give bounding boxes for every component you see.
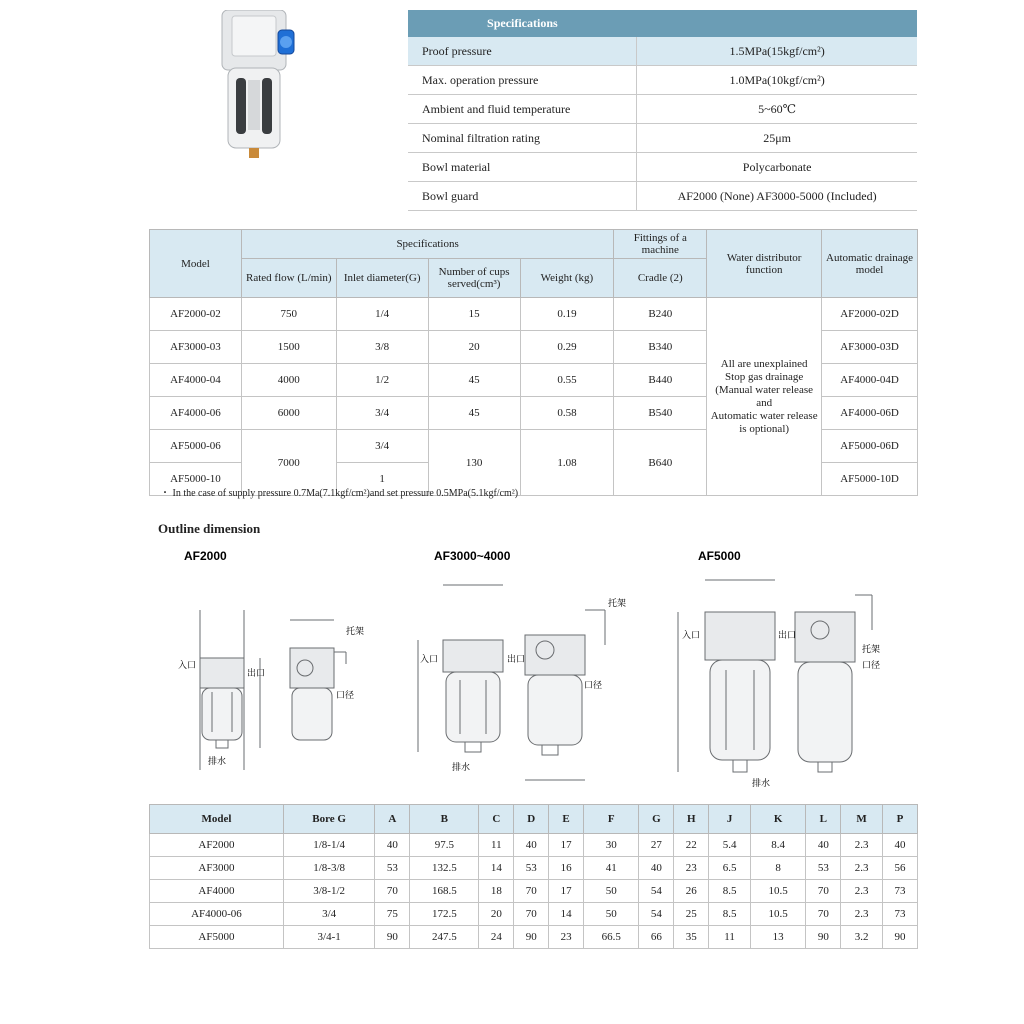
dim-col-header: E <box>549 805 584 834</box>
drawing-title-af5000: AF5000 <box>698 549 741 563</box>
dim-cell: 17 <box>549 880 584 903</box>
dim-cell: 73 <box>882 903 917 926</box>
label-outlet-3: 出口 <box>778 630 797 640</box>
dim-cell: 8.4 <box>750 834 805 857</box>
spec-label: Bowl material <box>408 153 637 182</box>
dim-cell: 3/4-1 <box>283 926 374 949</box>
dim-cell: 90 <box>806 926 841 949</box>
spec-label: Bowl guard <box>408 182 637 211</box>
spec-header-blank <box>637 10 917 37</box>
cell-auto: AF5000-10D <box>822 463 918 496</box>
cell-model: AF3000-03 <box>150 331 242 364</box>
dim-col-header: L <box>806 805 841 834</box>
dim-cell: 2.3 <box>841 834 883 857</box>
pressure-note: ・ In the case of supply pressure 0.7Ma(7.1kgf/cm²)and set pressure 0.5MPa(5.1kgf/cm²) <box>160 488 519 499</box>
cell-cradle: B440 <box>614 364 707 397</box>
cell-inlet: 3/8 <box>336 331 428 364</box>
dim-cell: 54 <box>639 880 674 903</box>
cell-cradle: B640 <box>614 430 707 496</box>
dim-cell: 90 <box>882 926 917 949</box>
dim-col-header: H <box>674 805 709 834</box>
dim-col-header: P <box>882 805 917 834</box>
dim-cell: 40 <box>639 857 674 880</box>
cell-cradle: B240 <box>614 298 707 331</box>
dim-cell: 35 <box>674 926 709 949</box>
water-note-line: All are unexplained <box>720 357 808 370</box>
dim-col-header: M <box>841 805 883 834</box>
dim-cell: 70 <box>806 880 841 903</box>
dim-cell: 20 <box>479 903 514 926</box>
dim-col-header: K <box>750 805 805 834</box>
dim-cell: 70 <box>514 880 549 903</box>
dim-cell: 23 <box>674 857 709 880</box>
drawing-title-af3000: AF3000~4000 <box>434 549 511 563</box>
cell-cups: 20 <box>428 331 520 364</box>
col-rated: Rated flow (L/min) <box>241 259 336 298</box>
table-row <box>150 857 918 880</box>
dim-cell: 23 <box>549 926 584 949</box>
dim-cell: AF3000 <box>150 857 284 880</box>
spec-value: AF2000 (None) AF3000-5000 (Included) <box>637 182 917 211</box>
table-row <box>150 903 918 926</box>
dim-cell: 8.5 <box>709 880 751 903</box>
col-fittings: Fittings of a machine <box>614 230 707 259</box>
cell-inlet: 3/4 <box>336 430 428 463</box>
dim-col-header: Bore G <box>283 805 374 834</box>
spec-label: Proof pressure <box>408 37 637 66</box>
dim-cell: 22 <box>674 834 709 857</box>
dim-cell: 3.2 <box>841 926 883 949</box>
col-water: Water distributor function <box>707 230 822 298</box>
water-note-line: Stop gas drainage <box>725 370 804 383</box>
cell-weight: 1.08 <box>520 430 614 496</box>
dim-col-header: G <box>639 805 674 834</box>
dim-cell: 14 <box>479 857 514 880</box>
dim-cell: 66 <box>639 926 674 949</box>
cell-flow: 6000 <box>241 397 336 430</box>
col-cradle: Cradle (2) <box>614 259 707 298</box>
outline-title: Outline dimension <box>158 521 261 536</box>
dim-cell: 27 <box>639 834 674 857</box>
label-drain: 排水 <box>208 756 227 766</box>
table-row <box>408 66 917 95</box>
dim-cell: 40 <box>514 834 549 857</box>
label-drain-3: 排水 <box>752 778 771 788</box>
dim-col-header: Model <box>150 805 284 834</box>
dim-col-header: C <box>479 805 514 834</box>
label-bracket-2: 托架 <box>608 598 627 608</box>
dim-cell: 1/8-3/8 <box>283 857 374 880</box>
table-row <box>150 834 918 857</box>
cell-model: AF5000-10 <box>150 463 242 496</box>
dim-col-header: A <box>375 805 410 834</box>
cell-model: AF4000-04 <box>150 364 242 397</box>
cell-cups: 130 <box>428 430 520 496</box>
label-port-3: 口径 <box>862 660 881 670</box>
cell-cradle: B340 <box>614 331 707 364</box>
dim-cell: 8.5 <box>709 903 751 926</box>
dim-col-header: J <box>709 805 751 834</box>
drawing-title-af2000: AF2000 <box>184 549 227 563</box>
dim-cell: 70 <box>375 880 410 903</box>
table-row <box>150 298 918 331</box>
label-drain-2: 排水 <box>452 762 471 772</box>
label-inlet: 入口 <box>178 660 197 670</box>
table-row <box>408 95 917 124</box>
dim-cell: 97.5 <box>410 834 479 857</box>
dim-cell: 247.5 <box>410 926 479 949</box>
dim-cell: AF2000 <box>150 834 284 857</box>
label-bracket-3: 托架 <box>862 644 881 654</box>
label-port: 口径 <box>336 690 355 700</box>
dim-cell: 70 <box>514 903 549 926</box>
dimension-table <box>149 804 918 949</box>
outline-drawings <box>150 540 920 790</box>
dim-cell: 40 <box>882 834 917 857</box>
cell-flow: 4000 <box>241 364 336 397</box>
dim-cell: 2.3 <box>841 857 883 880</box>
label-outlet-2: 出口 <box>507 654 526 664</box>
cell-auto: AF4000-04D <box>822 364 918 397</box>
dim-col-header: F <box>584 805 639 834</box>
water-note-line: is optional) <box>739 422 790 435</box>
spec-label: Ambient and fluid temperature <box>408 95 637 124</box>
dim-cell: 5.4 <box>709 834 751 857</box>
dim-cell: 6.5 <box>709 857 751 880</box>
dim-cell: AF5000 <box>150 926 284 949</box>
spec-value: 1.5MPa(15kgf/cm²) <box>637 37 917 66</box>
dim-cell: 18 <box>479 880 514 903</box>
dim-cell: 25 <box>674 903 709 926</box>
water-note-line: and <box>756 396 773 409</box>
dim-cell: 11 <box>709 926 751 949</box>
cell-cups: 15 <box>428 298 520 331</box>
cell-auto: AF4000-06D <box>822 397 918 430</box>
dim-cell: 13 <box>750 926 805 949</box>
spec-value: 5~60℃ <box>637 95 917 124</box>
dim-cell: 53 <box>806 857 841 880</box>
cell-inlet: 1/2 <box>336 364 428 397</box>
dim-cell: 3/4 <box>283 903 374 926</box>
dim-col-header: D <box>514 805 549 834</box>
dim-cell: AF4000 <box>150 880 284 903</box>
table-row <box>408 182 917 211</box>
water-note-line: (Manual water release <box>715 383 813 396</box>
model-table <box>149 229 918 496</box>
dim-cell: 73 <box>882 880 917 903</box>
col-model: Model <box>150 230 242 298</box>
spec-table <box>408 10 917 211</box>
cell-flow: 750 <box>241 298 336 331</box>
dim-cell: 53 <box>514 857 549 880</box>
dim-cell: 90 <box>514 926 549 949</box>
cell-model: AF4000-06 <box>150 397 242 430</box>
dim-header-row <box>150 805 918 834</box>
dim-cell: 168.5 <box>410 880 479 903</box>
dim-cell: 66.5 <box>584 926 639 949</box>
dim-cell: 90 <box>375 926 410 949</box>
dim-cell: 53 <box>375 857 410 880</box>
cell-auto: AF2000-02D <box>822 298 918 331</box>
cell-model: AF5000-06 <box>150 430 242 463</box>
cell-water-note <box>707 298 822 496</box>
dim-cell: 2.3 <box>841 903 883 926</box>
dim-cell: 8 <box>750 857 805 880</box>
cell-cups: 45 <box>428 397 520 430</box>
cell-model: AF2000-02 <box>150 298 242 331</box>
label-outlet: 出口 <box>247 668 266 678</box>
table-row <box>150 880 918 903</box>
cell-weight: 0.29 <box>520 331 614 364</box>
table-row <box>408 37 917 66</box>
cell-cups: 45 <box>428 364 520 397</box>
dim-cell: 132.5 <box>410 857 479 880</box>
spec-value: 25μm <box>637 124 917 153</box>
dim-cell: 50 <box>584 880 639 903</box>
col-cups: Number of cups served(cm³) <box>428 259 520 298</box>
water-note-line: Automatic water release <box>710 409 818 422</box>
dim-cell: 172.5 <box>410 903 479 926</box>
cell-weight: 0.19 <box>520 298 614 331</box>
label-port-2: 口径 <box>584 680 603 690</box>
spec-label: Max. operation pressure <box>408 66 637 95</box>
dim-cell: 75 <box>375 903 410 926</box>
col-inlet: Inlet diameter(G) <box>336 259 428 298</box>
cell-weight: 0.55 <box>520 364 614 397</box>
product-image <box>218 10 298 160</box>
dim-cell: 70 <box>806 903 841 926</box>
spec-label: Nominal filtration rating <box>408 124 637 153</box>
col-auto: Automatic drainage model <box>822 230 918 298</box>
dim-col-header: B <box>410 805 479 834</box>
cell-inlet: 3/4 <box>336 397 428 430</box>
dim-cell: 3/8-1/2 <box>283 880 374 903</box>
cell-inlet: 1/4 <box>336 298 428 331</box>
cell-auto: AF5000-06D <box>822 430 918 463</box>
dim-cell: 50 <box>584 903 639 926</box>
cell-flow: 1500 <box>241 331 336 364</box>
table-row <box>150 926 918 949</box>
dim-cell: 40 <box>375 834 410 857</box>
label-bracket: 托架 <box>346 626 365 636</box>
dim-body <box>150 834 918 949</box>
cell-weight: 0.58 <box>520 397 614 430</box>
dim-cell: 10.5 <box>750 903 805 926</box>
table-row <box>408 153 917 182</box>
spec-header: Specifications <box>408 10 637 37</box>
label-inlet-3: 入口 <box>682 630 701 640</box>
dim-cell: 26 <box>674 880 709 903</box>
cell-flow: 7000 <box>241 430 336 496</box>
dim-cell: 14 <box>549 903 584 926</box>
dim-cell: 1/8-1/4 <box>283 834 374 857</box>
dim-cell: 56 <box>882 857 917 880</box>
col-specs: Specifications <box>241 230 614 259</box>
spec-value: Polycarbonate <box>637 153 917 182</box>
dim-cell: 2.3 <box>841 880 883 903</box>
cell-auto: AF3000-03D <box>822 331 918 364</box>
dim-cell: 16 <box>549 857 584 880</box>
table-row <box>408 124 917 153</box>
dim-cell: 41 <box>584 857 639 880</box>
label-inlet-2: 入口 <box>420 654 439 664</box>
col-weight: Weight (kg) <box>520 259 614 298</box>
dim-cell: 30 <box>584 834 639 857</box>
dim-cell: 11 <box>479 834 514 857</box>
spec-value: 1.0MPa(10kgf/cm²) <box>637 66 917 95</box>
dim-cell: 40 <box>806 834 841 857</box>
dim-cell: AF4000-06 <box>150 903 284 926</box>
dim-cell: 24 <box>479 926 514 949</box>
cell-cradle: B540 <box>614 397 707 430</box>
dim-cell: 54 <box>639 903 674 926</box>
dim-cell: 10.5 <box>750 880 805 903</box>
dim-cell: 17 <box>549 834 584 857</box>
cell-inlet: 1 <box>336 463 428 496</box>
